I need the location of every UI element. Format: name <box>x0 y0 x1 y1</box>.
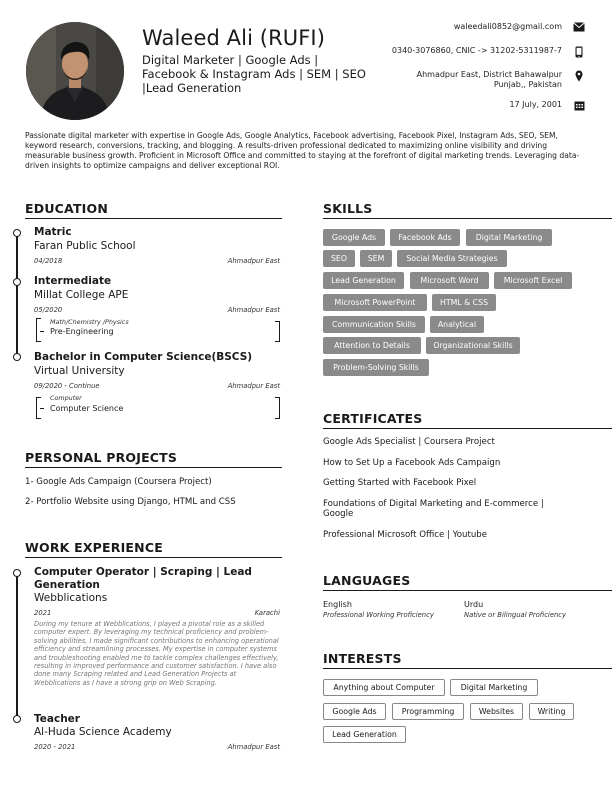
work-company: Webblications <box>34 592 108 604</box>
skills-divider <box>323 218 612 219</box>
work-company: Al-Huda Science Academy <box>34 726 172 738</box>
skill-tag: Attention to Details <box>323 337 421 354</box>
work-heading: WORK EXPERIENCE <box>25 540 163 555</box>
certificate-item: How to Set Up a Facebook Ads Campaign <box>323 458 501 468</box>
timeline-dot <box>13 278 21 286</box>
timeline-dot <box>13 569 21 577</box>
interest-tag: Anything about Computer <box>323 679 445 696</box>
phone-text: 0340-3076860, CNIC -> 31202-5311987-7 <box>391 46 562 55</box>
certificates-heading: CERTIFICATES <box>323 411 423 426</box>
headline: Digital Marketer | Google Ads | Facebook & Instagram Ads | SEM | SEO |Lead Generation <box>142 53 366 95</box>
contact-phone-row <box>356 46 586 70</box>
language-level: Professional Working Proficiency <box>323 611 434 619</box>
work-role-cont: Generation <box>34 579 100 591</box>
email-text[interactable]: waleedali0852@gmail.com <box>453 22 562 31</box>
interest-tag: Writing <box>529 703 574 720</box>
education-heading: EDUCATION <box>25 201 109 216</box>
edu-degree: Bachelor in Computer Science(BSCS) <box>34 351 253 363</box>
edu-school: Faran Public School <box>34 240 136 252</box>
contact-address-row <box>356 70 586 100</box>
skill-tag: Microsoft Excel <box>494 272 572 289</box>
education-divider <box>25 218 282 219</box>
edu-location: Ahmadpur East <box>227 257 280 265</box>
skill-tag: Analytical <box>430 316 484 333</box>
interests-heading: INTERESTS <box>323 651 402 666</box>
skill-tag: Microsoft PowerPoint <box>323 294 427 311</box>
edu-date: 09/2020 - Continue <box>34 382 100 390</box>
edu-school: Millat College APE <box>34 289 129 301</box>
edu-location: Ahmadpur East <box>227 382 280 390</box>
person-photo-icon <box>26 22 124 120</box>
skill-tag: Facebook Ads <box>390 229 460 246</box>
skill-tag: Organizational Skills <box>426 337 520 354</box>
certificate-item: Getting Started with Facebook Pixel <box>323 478 477 488</box>
course-dash <box>40 331 44 332</box>
interest-tag: Digital Marketing <box>450 679 538 696</box>
skill-tag: Lead Generation <box>323 272 404 289</box>
contact-email-row <box>356 22 586 46</box>
education-timeline <box>16 233 17 357</box>
skill-tag: Problem-Solving Skills <box>323 359 429 376</box>
skill-tag: Microsoft Word <box>410 272 489 289</box>
certificate-item: Foundations of Digital Marketing and E-commerce | Google <box>323 499 544 519</box>
skill-tag: SEM <box>360 250 392 267</box>
language-name: Urdu <box>464 600 484 609</box>
address-text: Ahmadpur East, District Bahawalpur Punjab,, Pakistan <box>416 70 562 89</box>
full-name: Waleed Ali (RUFI) <box>142 26 325 50</box>
skill-tag: Social Media Strategies <box>397 250 507 267</box>
languages-divider <box>323 590 612 591</box>
work-location: Ahmadpur East <box>227 743 280 751</box>
certificate-item: Google Ads Specialist | Coursera Project <box>323 437 495 447</box>
calendar-icon <box>572 100 586 112</box>
location-pin-icon <box>572 70 586 82</box>
edu-date: 05/2020 <box>34 306 63 314</box>
course-name: Pre-Engineering <box>50 327 114 336</box>
edu-degree: Intermediate <box>34 275 112 287</box>
interest-tag: Websites <box>470 703 523 720</box>
edu-location: Ahmadpur East <box>227 306 280 314</box>
phone-icon <box>572 46 586 58</box>
edu-degree: Matric <box>34 226 72 238</box>
skill-tag: SEO <box>323 250 355 267</box>
timeline-dot <box>13 353 21 361</box>
contact-dob-row <box>356 100 586 114</box>
course-bracket <box>275 397 280 419</box>
profile-summary: Passionate digital marketer with expertise in Google Ads, Google Analytics, Facebook advertising, Facebook Pixel, Instagram Ads, SEO, SEM, keyword research, conversions, tracking, and blogging. A results-driven professional dedicated to maximizing online visibility and driving measurable business growth. Proficient in Microsoft Office and committed to staying at the forefront of digital marketing trends. Leveraging data-driven insights to optimize campaigns and deliver exceptional ROI. <box>25 131 580 170</box>
skill-tag: Digital Marketing <box>466 229 552 246</box>
interest-tag: Lead Generation <box>323 726 406 743</box>
work-date: 2021 <box>34 609 52 617</box>
skill-tag: HTML & CSS <box>432 294 496 311</box>
profile-photo <box>26 22 124 120</box>
certificate-item: Professional Microsoft Office | Youtube <box>323 530 488 540</box>
edu-school: Virtual University <box>34 365 125 377</box>
course-label: Computer <box>50 394 82 402</box>
certificates-divider <box>323 428 612 429</box>
envelope-icon <box>572 22 586 34</box>
work-location: Karachi <box>254 609 280 617</box>
dob-text: 17 July, 2001 <box>509 100 562 109</box>
timeline-dot <box>13 715 21 723</box>
course-bracket <box>36 318 41 342</box>
skills-heading: SKILLS <box>323 201 373 216</box>
work-description: During my tenure at Webblications, I played a pivotal role as a skilled computer expert. By leveraging my technical proficiency and problem-solving abilities, I made significant contributions to enhancing operational efficiency and streamlining processes. My expertise in computer systems and troubleshooting enabled me to tackle complex challenges effectively, resulting in improved performance and customer satisfaction. I have also done many Scraping related and Lead Generation Projects at Webblications as I have a strong grip on Web Scraping. <box>34 620 279 687</box>
projects-heading: PERSONAL PROJECTS <box>25 450 178 465</box>
project-item: 1- Google Ads Campaign (Coursera Project) <box>25 477 212 487</box>
language-name: English <box>323 600 352 609</box>
project-item: 2- Portfolio Website using Django, HTML and CSS <box>25 497 236 507</box>
skill-tag: Google Ads <box>323 229 385 246</box>
contact-block <box>356 22 586 114</box>
work-role: Computer Operator | Scraping | Lead <box>34 566 252 578</box>
course-name: Computer Science <box>50 404 124 413</box>
interest-tag: Programming <box>392 703 464 720</box>
work-timeline <box>16 575 17 718</box>
edu-date: 04/2018 <box>34 257 63 265</box>
work-divider <box>25 557 282 558</box>
timeline-dot <box>13 229 21 237</box>
skill-tag: Communication Skills <box>323 316 425 333</box>
work-date: 2020 - 2021 <box>34 743 76 751</box>
course-dash <box>40 408 44 409</box>
interests-divider <box>323 668 612 669</box>
course-label: Math/Chemistry /Physics <box>50 318 129 326</box>
work-role: Teacher <box>34 713 80 725</box>
interest-tag: Google Ads <box>323 703 386 720</box>
course-bracket <box>275 321 280 342</box>
language-level: Native or Bilingual Proficiency <box>464 611 567 619</box>
languages-heading: LANGUAGES <box>323 573 411 588</box>
projects-divider <box>25 467 282 468</box>
